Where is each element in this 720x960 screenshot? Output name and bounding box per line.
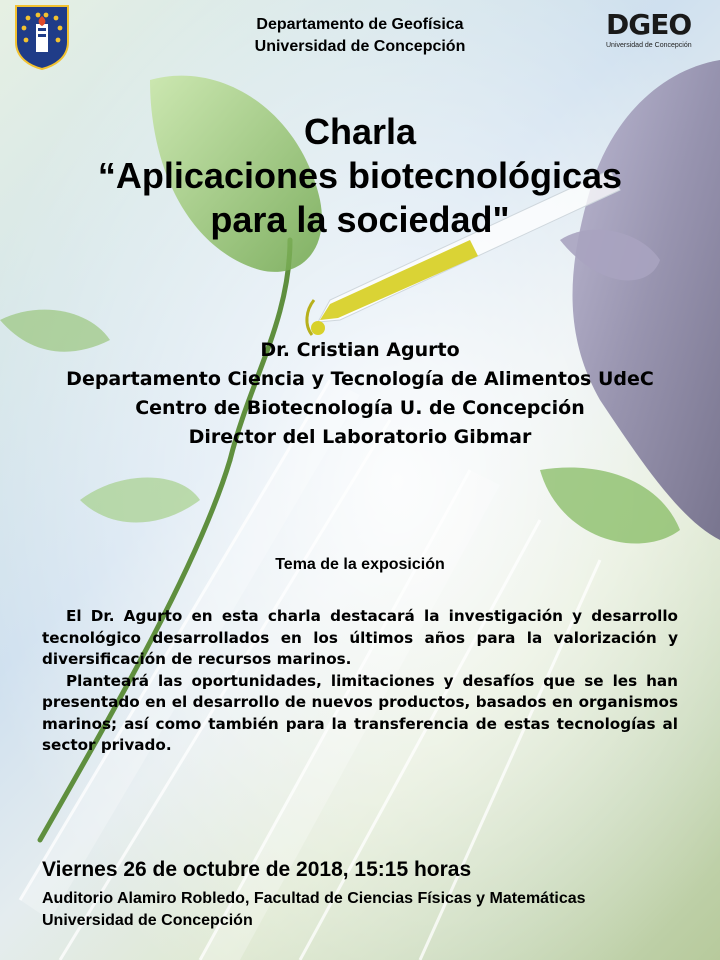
speaker-affiliation-2: Centro de Biotecnología U. de Concepción	[135, 397, 585, 419]
title-line-2: “Aplicaciones biotecnológicas	[97, 155, 623, 196]
topic-heading: Tema de la exposición	[275, 556, 445, 573]
speaker-name: Dr. Cristian Agurto	[260, 339, 460, 361]
abstract-paragraph-2: Planteará las oportunidades, limitaciones y desafíos que se les han presentado en el desarrollo de nuevos productos, basados en organismos marinos; así como también para la transferencia de estas tecnologías al sector privado.	[42, 671, 678, 754]
abstract-paragraph-1: El Dr. Agurto en esta charla destacará la investigación y desarrollo tecnológico desarrollados en los últimos años para la valorización y diversificación de recursos marinos.	[42, 607, 678, 668]
header-block	[0, 14, 720, 58]
event-venue: Auditorio Alamiro Robledo, Facultad de Ciencias Físicas y Matemáticas	[42, 890, 586, 907]
event-datetime: Viernes 26 de octubre de 2018, 15:15 horas	[42, 858, 472, 881]
speaker-role: Director del Laboratorio Gibmar	[188, 426, 532, 448]
department-name: Departamento de Geofísica	[256, 16, 464, 33]
talk-title	[0, 110, 720, 242]
title-line-1: Charla	[303, 111, 417, 152]
speaker-affiliation-1: Departamento Ciencia y Tecnología de Alimentos UdeC	[66, 368, 654, 390]
dgeo-logo-subtitle: Universidad de Concepción	[606, 42, 692, 49]
university-name: Universidad de Concepción	[254, 38, 466, 55]
title-line-3: para la sociedad"	[210, 199, 510, 240]
abstract	[42, 606, 678, 757]
dgeo-logo-mark: DGEO	[606, 8, 692, 41]
speaker-block	[0, 336, 720, 452]
event-institution: Universidad de Concepción	[42, 912, 253, 929]
